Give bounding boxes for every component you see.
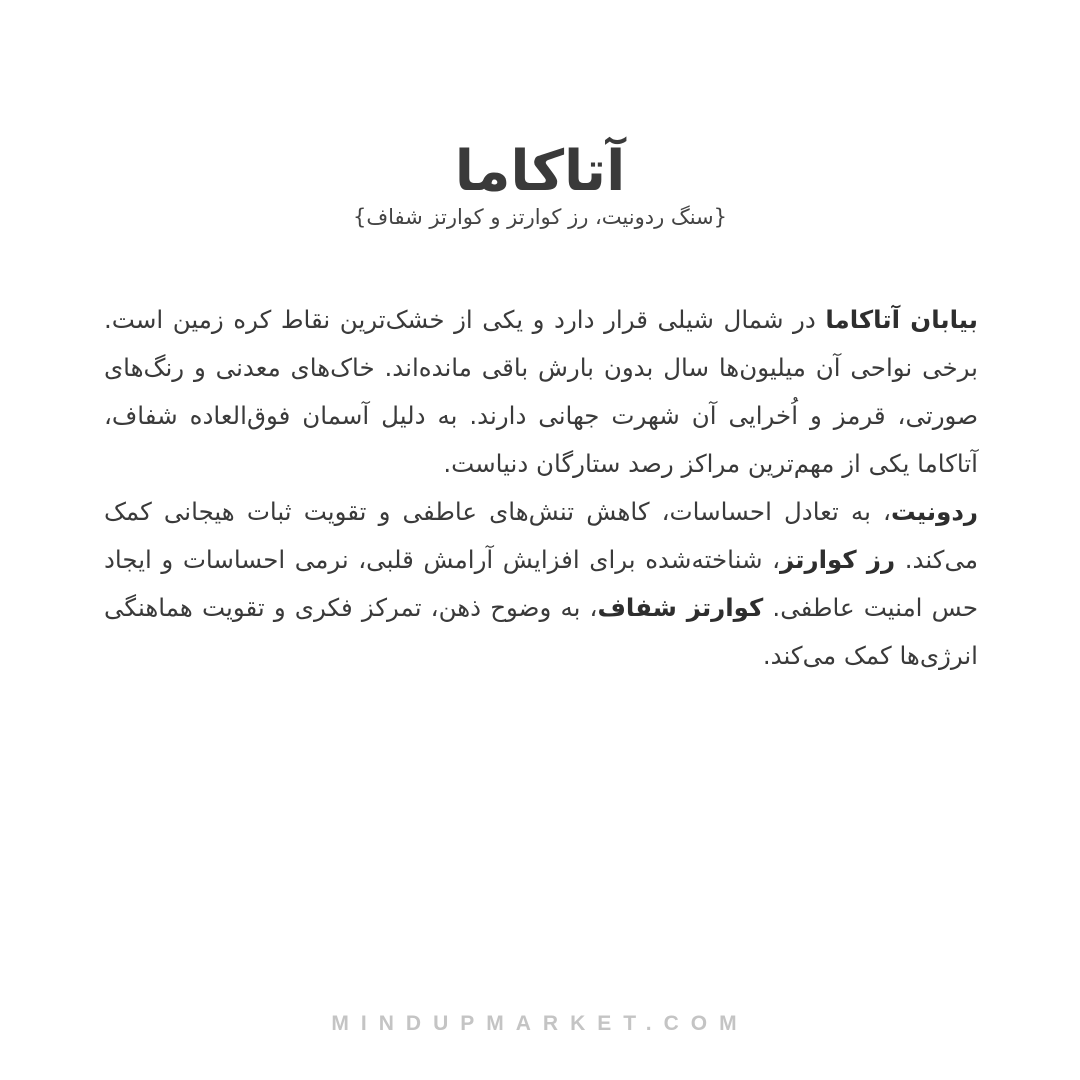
bold-rhodonite: ردونیت <box>890 497 978 526</box>
page-title: آتاکاما <box>454 138 626 204</box>
bold-clear-quartz: کوارتز شفاف <box>597 593 764 622</box>
bold-atacama-desert: بیابان آتاکاما <box>825 305 978 334</box>
clear-quartz-text: ، به وضوح ذهن، تمرکز فکری و تقویت هماهنگی انرژی‌ها کمک می‌کند. <box>104 593 978 670</box>
page-subtitle: {سنگ ردونیت، رز کوارتز و کوارتز شفاف} <box>352 205 728 229</box>
body-text <box>104 296 978 680</box>
paragraph-atacama-text: در شمال شیلی قرار دارد و یکی از خشک‌ترین نقاط کره زمین است. برخی نواحی آن میلیون‌ها سال بدون بارش باقی مانده‌اند. خاک‌های معدنی و رنگ‌های صورتی، قرمز و اُخرایی آن شهرت جهانی دارند. به دلیل آسمان فوق‌العاده شفاف، آتاکاما یکی از مهم‌ترین مراکز رصد ستارگان دنیاست. <box>104 305 978 478</box>
bold-rose-quartz: رز کوارتز <box>780 545 896 574</box>
rhodonite-text: ، به تعادل احساسات، کاهش تنش‌های عاطفی و تقویت ثبات هیجانی کمک می‌کند. <box>104 497 978 574</box>
rose-quartz-text: ، شناخته‌شده برای افزایش آرامش قلبی، نرمی احساسات و ایجاد حس امنیت عاطفی. <box>104 545 979 622</box>
paragraph-stones <box>104 488 978 680</box>
footer-website: MINDUPMARKET.COM <box>331 1012 749 1035</box>
paragraph-atacama <box>104 296 978 488</box>
